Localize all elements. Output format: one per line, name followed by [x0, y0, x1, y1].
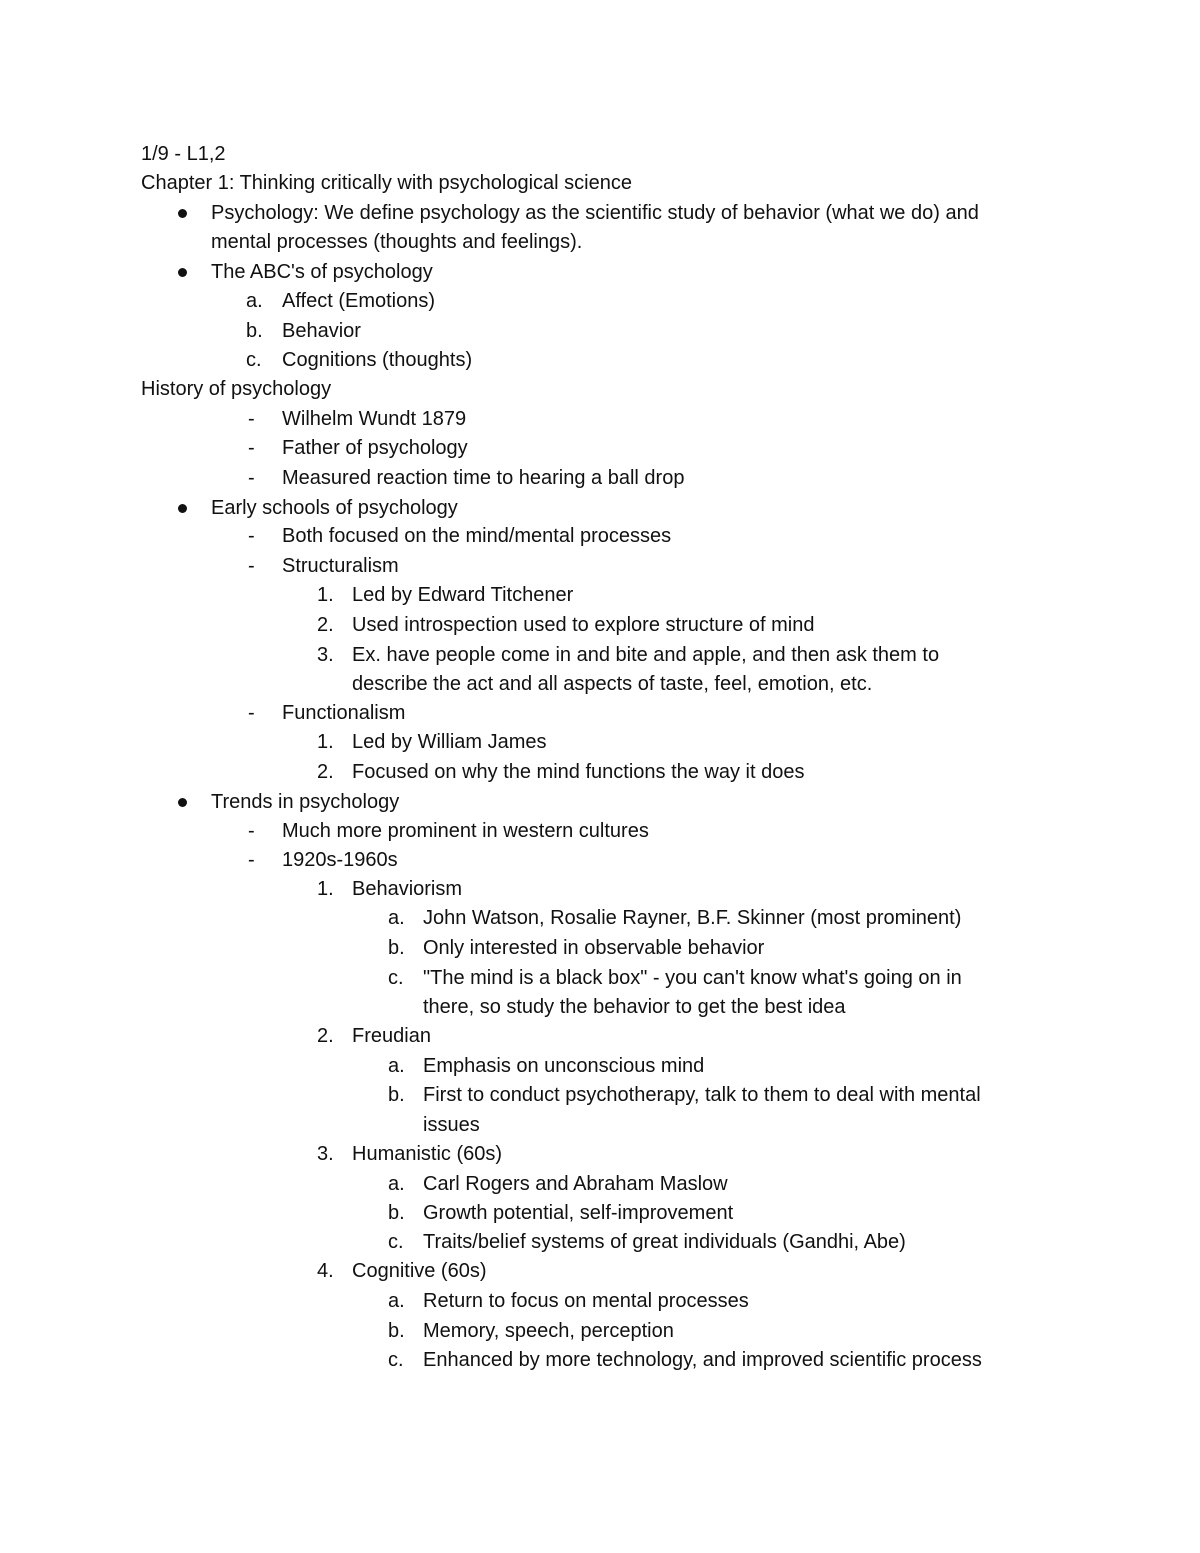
list-marker: -	[248, 437, 255, 459]
bullet-icon	[178, 268, 187, 277]
list-item-text: Focused on why the mind functions the way it does	[352, 761, 805, 783]
list-item-text: Functionalism	[282, 702, 406, 724]
list-item-text: describe the act and all aspects of taste, feel, emotion, etc.	[352, 673, 873, 695]
list-item-text: Led by Edward Titchener	[352, 584, 574, 606]
list-item-text: Both focused on the mind/mental processes	[282, 525, 672, 547]
list-item-text: Carl Rogers and Abraham Maslow	[423, 1173, 728, 1195]
list-marker: c.	[246, 349, 262, 371]
chapter-heading-text: Chapter 1: Thinking critically with psychological science	[141, 172, 632, 194]
list-marker: c.	[388, 1231, 404, 1253]
list-marker: b.	[388, 1084, 405, 1106]
list-item-text: Father of psychology	[282, 437, 468, 459]
list-item-text: Growth potential, self-improvement	[423, 1202, 734, 1224]
list-item-text: Only interested in observable behavior	[423, 937, 765, 959]
list-marker: -	[248, 525, 255, 547]
list-marker: -	[248, 849, 255, 871]
list-marker: -	[248, 702, 255, 724]
date-line-text: 1/9 - L1,2	[141, 143, 226, 165]
list-item-text: Behavior	[282, 320, 361, 342]
list-marker: c.	[388, 967, 404, 989]
list-item-text: Used introspection used to explore structure of mind	[352, 614, 815, 636]
list-marker: 2.	[317, 614, 334, 636]
list-marker: 4.	[317, 1260, 334, 1282]
list-marker: 2.	[317, 1025, 334, 1047]
list-marker: -	[248, 408, 255, 430]
list-item-text: Measured reaction time to hearing a ball drop	[282, 467, 685, 489]
list-marker: b.	[388, 1320, 405, 1342]
list-item-text: Wilhelm Wundt 1879	[282, 408, 467, 430]
list-marker: a.	[388, 1290, 405, 1312]
list-item-text: Led by William James	[352, 731, 547, 753]
list-marker: a.	[388, 1173, 405, 1195]
list-item-text: Memory, speech, perception	[423, 1320, 674, 1342]
list-item-text: 1920s-1960s	[282, 849, 398, 871]
list-marker: 3.	[317, 644, 334, 666]
list-item-text: The ABC's of psychology	[211, 261, 433, 283]
list-item-text: issues	[423, 1114, 480, 1136]
list-marker: -	[248, 555, 255, 577]
list-marker: b.	[246, 320, 263, 342]
list-marker: 2.	[317, 761, 334, 783]
list-item-text: Ex. have people come in and bite and apple, and then ask them to	[352, 644, 940, 666]
list-item-text: Cognitive (60s)	[352, 1260, 487, 1282]
list-item-text: Early schools of psychology	[211, 497, 458, 519]
list-item-text: First to conduct psychotherapy, talk to them to deal with mental	[423, 1084, 981, 1106]
list-item-text: Structuralism	[282, 555, 399, 577]
list-item-text: Psychology: We define psychology as the scientific study of behavior (what we do) and	[211, 202, 979, 224]
list-item-text: John Watson, Rosalie Rayner, B.F. Skinner (most prominent)	[423, 907, 962, 929]
list-marker: -	[248, 820, 255, 842]
list-item-text: Affect (Emotions)	[282, 290, 436, 312]
list-item-text: Cognitions (thoughts)	[282, 349, 473, 371]
bullet-icon	[178, 209, 187, 218]
section-heading-text: History of psychology	[141, 378, 332, 400]
list-marker: -	[248, 467, 255, 489]
list-marker: a.	[388, 1055, 405, 1077]
list-marker: c.	[388, 1349, 404, 1371]
list-item-text: Return to focus on mental processes	[423, 1290, 749, 1312]
bullet-icon	[178, 798, 187, 807]
list-marker: 1.	[317, 584, 334, 606]
bullet-icon	[178, 504, 187, 513]
list-marker: b.	[388, 1202, 405, 1224]
list-item-text: mental processes (thoughts and feelings).	[211, 231, 583, 253]
list-item-text: Freudian	[352, 1025, 431, 1047]
list-item-text: Enhanced by more technology, and improved scientific process	[423, 1349, 982, 1371]
list-marker: 3.	[317, 1143, 334, 1165]
list-item-text: there, so study the behavior to get the best idea	[423, 996, 846, 1018]
list-item-text: Much more prominent in western cultures	[282, 820, 649, 842]
list-item-text: "The mind is a black box" - you can't know what's going on in	[423, 967, 962, 989]
list-item-text: Trends in psychology	[211, 791, 400, 813]
list-marker: 1.	[317, 878, 334, 900]
list-item-text: Behaviorism	[352, 878, 463, 900]
list-marker: 1.	[317, 731, 334, 753]
list-item-text: Humanistic (60s)	[352, 1143, 503, 1165]
list-marker: b.	[388, 937, 405, 959]
list-marker: a.	[246, 290, 263, 312]
list-item-text: Emphasis on unconscious mind	[423, 1055, 705, 1077]
list-marker: a.	[388, 907, 405, 929]
list-item-text: Traits/belief systems of great individuals (Gandhi, Abe)	[423, 1231, 906, 1253]
